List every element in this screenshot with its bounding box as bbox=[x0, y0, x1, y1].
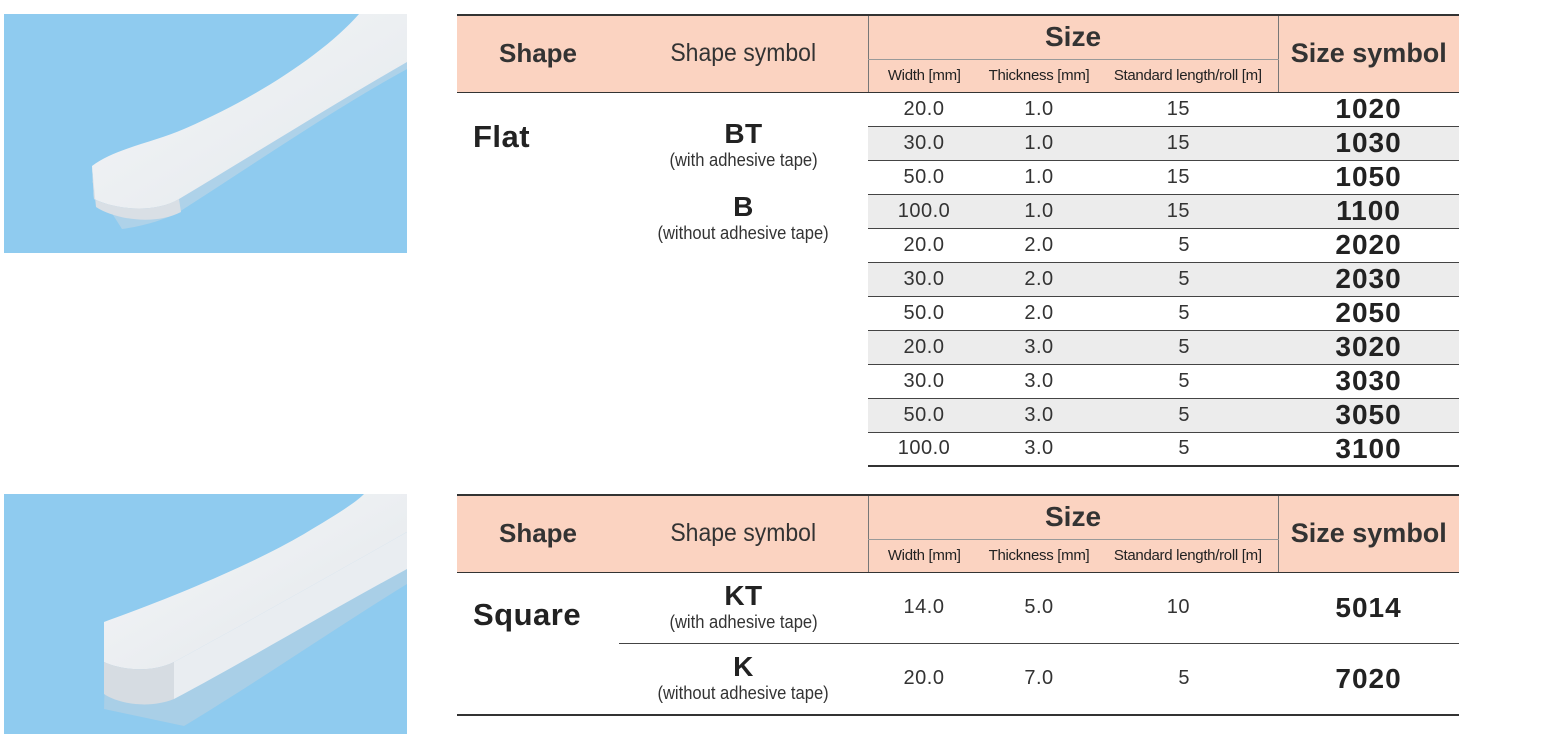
size-symbol-cell: 1030 bbox=[1278, 126, 1459, 160]
size-symbol-cell: 2050 bbox=[1278, 296, 1459, 330]
length-cell: 5 bbox=[1098, 643, 1278, 715]
header-shape: Shape bbox=[457, 15, 619, 92]
size-symbol-cell: 1020 bbox=[1278, 92, 1459, 126]
length-cell: 15 bbox=[1098, 160, 1278, 194]
width-cell: 30.0 bbox=[868, 262, 980, 296]
shape-symbol-cell bbox=[619, 92, 868, 466]
size-symbol-cell: 3100 bbox=[1278, 432, 1459, 466]
length-cell: 5 bbox=[1098, 296, 1278, 330]
shape-name: Square bbox=[457, 572, 619, 715]
size-symbol-cell: 2030 bbox=[1278, 262, 1459, 296]
size-symbol-cell: 7020 bbox=[1278, 643, 1459, 715]
width-cell: 20.0 bbox=[868, 228, 980, 262]
length-cell: 5 bbox=[1098, 228, 1278, 262]
width-cell: 20.0 bbox=[868, 643, 980, 715]
thickness-cell: 5.0 bbox=[980, 572, 1098, 643]
header-length: Standard length/roll [m] bbox=[1098, 59, 1278, 92]
width-cell: 30.0 bbox=[868, 364, 980, 398]
width-cell: 20.0 bbox=[868, 92, 980, 126]
shape-name: Flat bbox=[473, 118, 531, 154]
header-size: Size bbox=[868, 495, 1278, 539]
symbol-note: (with adhesive tape) bbox=[669, 612, 818, 632]
size-symbol-cell: 3020 bbox=[1278, 330, 1459, 364]
header-length: Standard length/roll [m] bbox=[1098, 539, 1278, 572]
thickness-cell: 3.0 bbox=[980, 330, 1098, 364]
thickness-cell: 2.0 bbox=[980, 296, 1098, 330]
size-symbol-cell: 1050 bbox=[1278, 160, 1459, 194]
symbol-code: B bbox=[733, 190, 754, 222]
thickness-cell: 3.0 bbox=[980, 432, 1098, 466]
symbol-note: (with adhesive tape) bbox=[669, 149, 818, 170]
header-shape-symbol: Shape symbol bbox=[619, 15, 868, 92]
width-cell: 14.0 bbox=[868, 572, 980, 643]
size-symbol-cell: 3050 bbox=[1278, 398, 1459, 432]
length-cell: 5 bbox=[1098, 398, 1278, 432]
length-cell: 5 bbox=[1098, 330, 1278, 364]
header-thickness: Thickness [mm] bbox=[980, 539, 1098, 572]
header-thickness: Thickness [mm] bbox=[980, 59, 1098, 92]
header-shape-symbol: Shape symbol bbox=[619, 495, 868, 572]
symbol-code: BT bbox=[724, 117, 763, 149]
square-strip-photo bbox=[4, 494, 407, 734]
length-cell: 15 bbox=[1098, 194, 1278, 228]
size-symbol-cell: 5014 bbox=[1278, 572, 1459, 643]
width-cell: 100.0 bbox=[868, 432, 980, 466]
header-width: Width [mm] bbox=[868, 539, 980, 572]
shape-symbol-cell bbox=[619, 643, 868, 715]
header-size: Size bbox=[868, 15, 1278, 59]
thickness-cell: 2.0 bbox=[980, 262, 1098, 296]
length-cell: 15 bbox=[1098, 92, 1278, 126]
width-cell: 50.0 bbox=[868, 296, 980, 330]
width-cell: 50.0 bbox=[868, 160, 980, 194]
thickness-cell: 1.0 bbox=[980, 92, 1098, 126]
symbol-note: (without adhesive tape) bbox=[657, 222, 830, 243]
thickness-cell: 3.0 bbox=[980, 364, 1098, 398]
thickness-cell: 7.0 bbox=[980, 643, 1098, 715]
thickness-cell: 1.0 bbox=[980, 126, 1098, 160]
width-cell: 30.0 bbox=[868, 126, 980, 160]
shape-symbol-cell bbox=[619, 572, 868, 643]
header-size-symbol: Size symbol bbox=[1278, 15, 1459, 92]
size-symbol-cell: 3030 bbox=[1278, 364, 1459, 398]
symbol-code: K bbox=[733, 651, 754, 683]
flat-spec-table bbox=[457, 14, 1459, 467]
size-symbol-cell: 1100 bbox=[1278, 194, 1459, 228]
length-cell: 10 bbox=[1098, 572, 1278, 643]
width-cell: 100.0 bbox=[868, 194, 980, 228]
width-cell: 20.0 bbox=[868, 330, 980, 364]
header-size-symbol: Size symbol bbox=[1278, 495, 1459, 572]
thickness-cell: 1.0 bbox=[980, 160, 1098, 194]
thickness-cell: 3.0 bbox=[980, 398, 1098, 432]
square-spec-table bbox=[457, 494, 1459, 716]
thickness-cell: 2.0 bbox=[980, 228, 1098, 262]
thickness-cell: 1.0 bbox=[980, 194, 1098, 228]
symbol-code: KT bbox=[724, 580, 763, 611]
size-symbol-cell: 2020 bbox=[1278, 228, 1459, 262]
length-cell: 5 bbox=[1098, 432, 1278, 466]
width-cell: 50.0 bbox=[868, 398, 980, 432]
length-cell: 15 bbox=[1098, 126, 1278, 160]
header-shape: Shape bbox=[457, 495, 619, 572]
header-width: Width [mm] bbox=[868, 59, 980, 92]
length-cell: 5 bbox=[1098, 262, 1278, 296]
flat-strip-photo bbox=[4, 14, 407, 253]
symbol-note: (without adhesive tape) bbox=[657, 683, 830, 704]
length-cell: 5 bbox=[1098, 364, 1278, 398]
